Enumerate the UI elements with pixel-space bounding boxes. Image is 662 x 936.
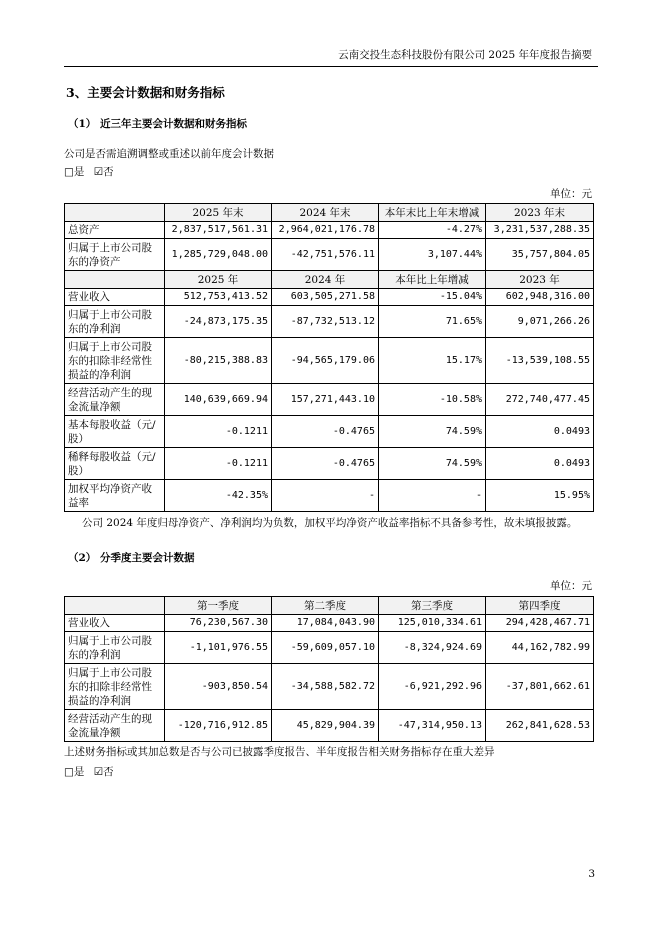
table-row bbox=[65, 416, 594, 448]
table-row bbox=[65, 306, 594, 338]
table-cell: -120,716,912.85 bbox=[165, 710, 272, 742]
table-row bbox=[65, 664, 594, 710]
section-title: 3、主要会计数据和财务指标 bbox=[66, 85, 225, 100]
table-cell: 74.59% bbox=[379, 416, 486, 448]
table-cell: -0.4765 bbox=[272, 448, 379, 480]
table-cell: -24,873,175.35 bbox=[165, 306, 272, 338]
table-cell: 17,084,043.90 bbox=[272, 615, 379, 632]
table-row bbox=[65, 289, 594, 306]
unit-label-1: 单位：元 bbox=[550, 188, 592, 200]
row-label: 归属于上市公司股东的净利润 bbox=[65, 632, 165, 664]
table-cell: -1,101,976.55 bbox=[165, 632, 272, 664]
table-cell: -903,850.54 bbox=[165, 664, 272, 710]
column-header: 第二季度 bbox=[272, 597, 379, 615]
table-cell: -0.1211 bbox=[165, 416, 272, 448]
page-number: 3 bbox=[588, 868, 595, 880]
table-header-row bbox=[65, 204, 594, 222]
row-label: 归属于上市公司股东的扣除非经常性损益的净利润 bbox=[65, 664, 165, 710]
table-cell: -15.04% bbox=[379, 289, 486, 306]
column-header: 第四季度 bbox=[486, 597, 594, 615]
table-cell: 512,753,413.52 bbox=[165, 289, 272, 306]
table-cell: 272,740,477.45 bbox=[486, 384, 594, 416]
table-cell: -42,751,576.11 bbox=[272, 239, 379, 271]
row-label: 总资产 bbox=[65, 222, 165, 239]
checkbox-yes: □是 bbox=[64, 766, 85, 778]
table-cell: -8,324,924.69 bbox=[379, 632, 486, 664]
table-cell: -0.4765 bbox=[272, 416, 379, 448]
table-cell: -4.27% bbox=[379, 222, 486, 239]
table-cell: -47,314,950.13 bbox=[379, 710, 486, 742]
table-cell: -0.1211 bbox=[165, 448, 272, 480]
row-label: 归属于上市公司股东的净利润 bbox=[65, 306, 165, 338]
table-header-row bbox=[65, 597, 594, 615]
table-cell: -42.35% bbox=[165, 480, 272, 512]
column-header: 2024 年 bbox=[272, 271, 379, 289]
table-cell: 71.65% bbox=[379, 306, 486, 338]
row-label: 经营活动产生的现金流量净额 bbox=[65, 710, 165, 742]
column-header bbox=[65, 204, 165, 222]
row-label: 加权平均净资产收益率 bbox=[65, 480, 165, 512]
row-label: 稀释每股收益（元/股） bbox=[65, 448, 165, 480]
column-header: 本年末比上年末增减 bbox=[379, 204, 486, 222]
table-cell: -10.58% bbox=[379, 384, 486, 416]
roe-note: 公司 2024 年度归母净资产、净利润均为负数，加权平均净资产收益率指标不具备参考性，故未填报披露。 bbox=[82, 517, 578, 529]
table-row bbox=[65, 222, 594, 239]
table-cell: - bbox=[272, 480, 379, 512]
row-label: 营业收入 bbox=[65, 615, 165, 632]
column-header: 2025 年末 bbox=[165, 204, 272, 222]
column-header: 第一季度 bbox=[165, 597, 272, 615]
table-cell: -87,732,513.12 bbox=[272, 306, 379, 338]
table-row bbox=[65, 710, 594, 742]
table-cell: 74.59% bbox=[379, 448, 486, 480]
table-cell: 44,162,782.99 bbox=[486, 632, 594, 664]
checkbox-no-checked: ☑否 bbox=[93, 766, 114, 778]
table-cell: 125,010,334.61 bbox=[379, 615, 486, 632]
column-header bbox=[65, 271, 165, 289]
discrepancy-answer bbox=[64, 764, 114, 779]
column-header: 本年比上年增减 bbox=[379, 271, 486, 289]
table-cell: 0.0493 bbox=[486, 448, 594, 480]
table-row bbox=[65, 384, 594, 416]
table-cell: -34,588,582.72 bbox=[272, 664, 379, 710]
table-cell: -13,539,108.55 bbox=[486, 338, 594, 384]
table-row bbox=[65, 615, 594, 632]
table-cell: 0.0493 bbox=[486, 416, 594, 448]
column-header: 2023 年末 bbox=[486, 204, 594, 222]
column-header: 2024 年末 bbox=[272, 204, 379, 222]
row-label: 基本每股收益（元/股） bbox=[65, 416, 165, 448]
table-cell: 2,964,021,176.78 bbox=[272, 222, 379, 239]
checkbox-yes: □是 bbox=[64, 166, 85, 178]
table-cell: - bbox=[379, 480, 486, 512]
discrepancy-question: 上述财务指标或其加总数是否与公司已披露季度报告、半年度报告相关财务指标存在重大差异 bbox=[64, 746, 495, 758]
table-cell: -94,565,179.06 bbox=[272, 338, 379, 384]
row-label: 营业收入 bbox=[65, 289, 165, 306]
table-cell: 2,837,517,561.31 bbox=[165, 222, 272, 239]
row-label: 归属于上市公司股东的净资产 bbox=[65, 239, 165, 271]
column-header: 2023 年 bbox=[486, 271, 594, 289]
header-rule bbox=[64, 66, 598, 67]
table-cell: 262,841,628.53 bbox=[486, 710, 594, 742]
table-row bbox=[65, 632, 594, 664]
table-header-row bbox=[65, 271, 594, 289]
table-cell: 15.17% bbox=[379, 338, 486, 384]
table-cell: 140,639,669.94 bbox=[165, 384, 272, 416]
table-cell: 3,107.44% bbox=[379, 239, 486, 271]
table-row bbox=[65, 338, 594, 384]
column-header bbox=[65, 597, 165, 615]
column-header: 2025 年 bbox=[165, 271, 272, 289]
row-label: 经营活动产生的现金流量净额 bbox=[65, 384, 165, 416]
table-cell: 45,829,904.39 bbox=[272, 710, 379, 742]
table-cell: 603,505,271.58 bbox=[272, 289, 379, 306]
table-row bbox=[65, 239, 594, 271]
column-header: 第三季度 bbox=[379, 597, 486, 615]
table-cell: -59,609,057.10 bbox=[272, 632, 379, 664]
checkbox-no-checked: ☑否 bbox=[93, 166, 114, 178]
table-cell: 3,231,537,288.35 bbox=[486, 222, 594, 239]
table-cell: -37,801,662.61 bbox=[486, 664, 594, 710]
subsection-title-1: （1） 近三年主要会计数据和财务指标 bbox=[68, 118, 247, 130]
table-row bbox=[65, 480, 594, 512]
table-row bbox=[65, 448, 594, 480]
table-cell: 1,285,729,048.00 bbox=[165, 239, 272, 271]
table-cell: 35,757,804.05 bbox=[486, 239, 594, 271]
report-header: 云南交投生态科技股份有限公司 2025 年年度报告摘要 bbox=[338, 49, 592, 61]
table-cell: 76,230,567.30 bbox=[165, 615, 272, 632]
table-cell: 294,428,467.71 bbox=[486, 615, 594, 632]
row-label: 归属于上市公司股东的扣除非经常性损益的净利润 bbox=[65, 338, 165, 384]
subsection-title-2: （2） 分季度主要会计数据 bbox=[68, 552, 195, 564]
table-cell: -80,215,388.83 bbox=[165, 338, 272, 384]
unit-label-2: 单位：元 bbox=[550, 580, 592, 592]
table-cell: 157,271,443.10 bbox=[272, 384, 379, 416]
restatement-question: 公司是否需追溯调整或重述以前年度会计数据 bbox=[64, 148, 274, 160]
table-cell: 15.95% bbox=[486, 480, 594, 512]
annual-data-table bbox=[64, 203, 594, 512]
table-cell: 9,071,266.26 bbox=[486, 306, 594, 338]
table-cell: 602,948,316.00 bbox=[486, 289, 594, 306]
restatement-answer bbox=[64, 164, 114, 179]
quarterly-data-table bbox=[64, 596, 594, 742]
table-cell: -6,921,292.96 bbox=[379, 664, 486, 710]
